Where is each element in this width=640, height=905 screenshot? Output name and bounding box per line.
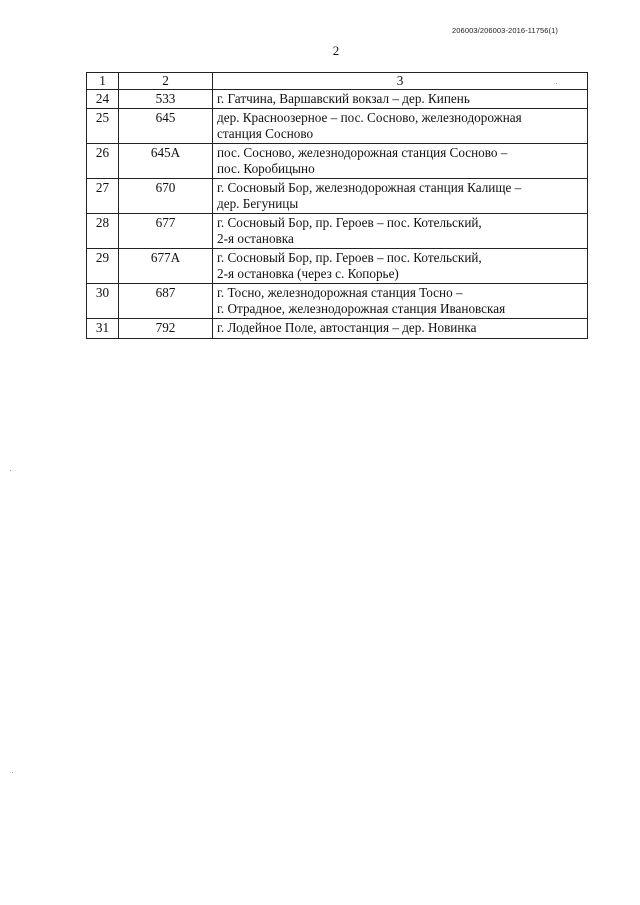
row-number-cell: 28 — [87, 214, 119, 249]
row-number-cell: 31 — [87, 319, 119, 339]
route-path-line: дер. Красноозерное – пос. Сосново, железнодорожная — [217, 110, 522, 125]
column-header-3: 3 — [213, 73, 588, 90]
route-path-line: г. Сосновый Бор, пр. Героев – пос. Котельский, — [217, 215, 482, 230]
table-row — [87, 144, 588, 179]
row-number-cell: 30 — [87, 284, 119, 319]
table-row — [87, 89, 588, 109]
table-row — [87, 109, 588, 144]
route-path-line: дер. Бегуницы — [217, 195, 299, 211]
route-number-cell: 687 — [119, 284, 213, 319]
row-number-cell: 24 — [87, 89, 119, 109]
table-row — [87, 214, 588, 249]
route-path-cell — [213, 249, 588, 284]
route-number-cell: 645 — [119, 109, 213, 144]
route-path-line: 2-я остановка — [217, 230, 294, 246]
table-row — [87, 249, 588, 284]
route-path-cell — [213, 319, 588, 339]
route-number-cell: 792 — [119, 319, 213, 339]
route-number-cell: 533 — [119, 89, 213, 109]
route-path-cell — [213, 89, 588, 109]
row-number-cell: 27 — [87, 179, 119, 214]
route-path-line: г. Сосновый Бор, железнодорожная станция Калище – — [217, 180, 522, 195]
column-header-2: 2 — [119, 73, 213, 90]
route-path-line: г. Тосно, железнодорожная станция Тосно – — [217, 285, 463, 300]
row-number-cell: 29 — [87, 249, 119, 284]
route-path-line: г. Отрадное, железнодорожная станция Ивановская — [217, 300, 506, 316]
route-path-cell — [213, 179, 588, 214]
route-number-cell: 645А — [119, 144, 213, 179]
route-path-cell — [213, 214, 588, 249]
table-row — [87, 319, 588, 339]
route-path-line: пос. Сосново, железнодорожная станция Сосново – — [217, 145, 508, 160]
route-path-cell — [213, 284, 588, 319]
row-number-cell: 26 — [87, 144, 119, 179]
route-path-line: г. Сосновый Бор, пр. Героев – пос. Котельский, — [217, 250, 482, 265]
route-number-cell: 670 — [119, 179, 213, 214]
row-number-cell: 25 — [87, 109, 119, 144]
route-path-line: станция Сосново — [217, 125, 314, 141]
scan-speck — [556, 83, 557, 84]
route-number-cell: 677А — [119, 249, 213, 284]
scan-speck — [10, 470, 11, 471]
route-path-cell — [213, 144, 588, 179]
table-row — [87, 179, 588, 214]
scan-speck — [12, 772, 13, 773]
document-id: 206003/206003-2016-11756(1) — [452, 26, 558, 35]
route-path-line: пос. Коробицыно — [217, 160, 315, 176]
page-number: 2 — [332, 43, 340, 58]
route-path-line: 2-я остановка (через с. Копорье) — [217, 265, 399, 281]
routes-table — [86, 72, 588, 339]
route-path-cell — [213, 109, 588, 144]
column-header-1: 1 — [87, 73, 119, 90]
table-row — [87, 284, 588, 319]
route-number-cell: 677 — [119, 214, 213, 249]
route-path-line: г. Лодейное Поле, автостанция – дер. Новинка — [217, 320, 477, 335]
route-path-line: г. Гатчина, Варшавский вокзал – дер. Кипень — [217, 90, 470, 106]
table-header-row — [87, 73, 588, 90]
